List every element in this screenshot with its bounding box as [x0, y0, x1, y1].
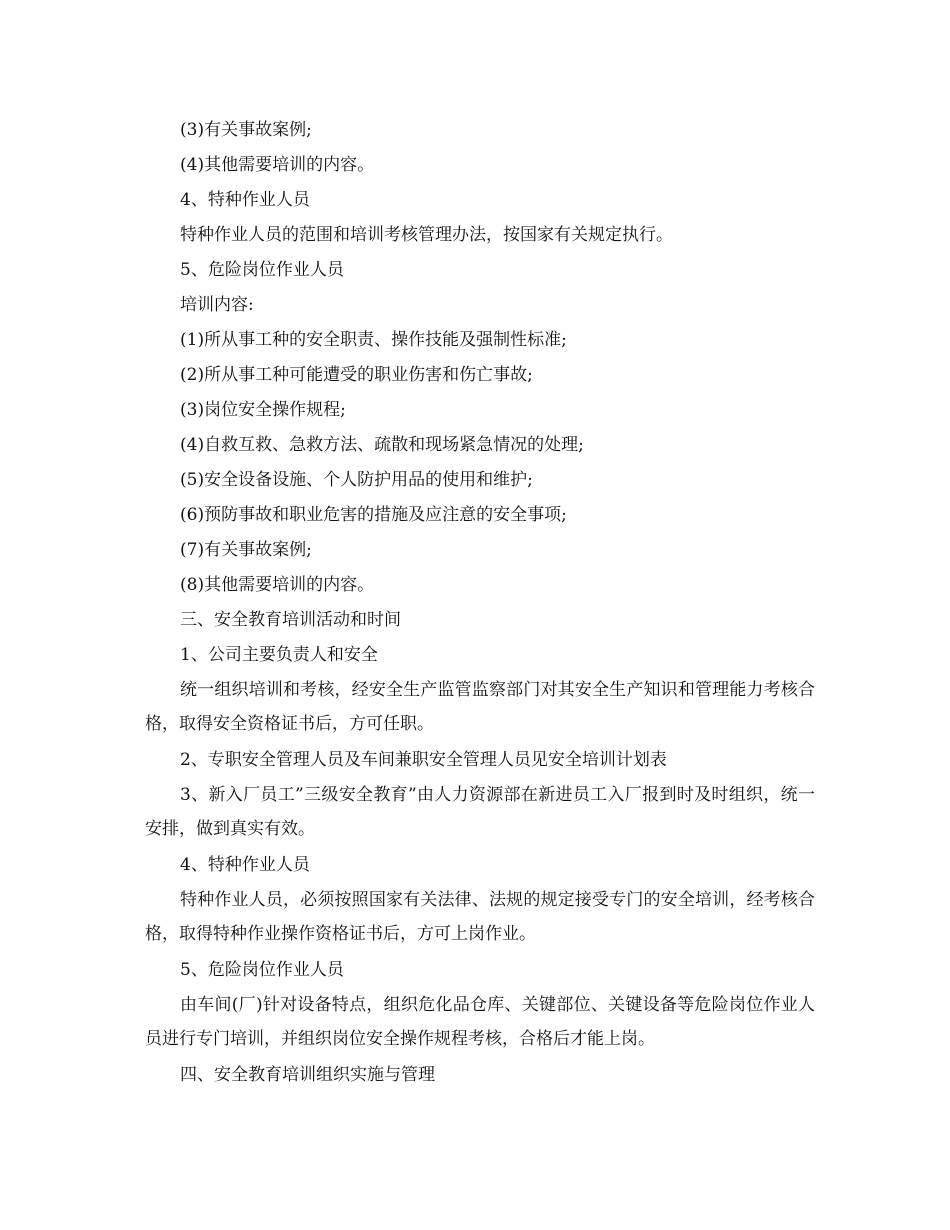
section-heading: 5、危险岗位作业人员	[180, 960, 344, 980]
list-item: (8)其他需要培训的内容。	[180, 575, 375, 595]
paragraph: 特种作业人员的范围和培训考核管理办法，按国家有关规定执行。	[180, 225, 673, 245]
section-heading: 1、公司主要负责人和安全	[180, 645, 378, 665]
paragraph: 2、专职安全管理人员及车间兼职安全管理人员见安全培训计划表	[180, 750, 667, 770]
list-item: (4)自救互救、急救方法、疏散和现场紧急情况的处理;	[180, 435, 584, 455]
section-heading: 4、特种作业人员	[180, 190, 310, 210]
section-heading: 5、危险岗位作业人员	[180, 260, 344, 280]
section-heading: 三、安全教育培训活动和时间	[180, 610, 401, 630]
section-heading: 4、特种作业人员	[180, 855, 310, 875]
section-heading: 四、安全教育培训组织实施与管理	[180, 1065, 435, 1085]
paragraph: 培训内容:	[180, 295, 254, 315]
paragraph: (3)有关事故案例;	[180, 120, 312, 140]
paragraph: 由车间(厂)针对设备特点，组织危化品仓库、关键部位、关键设备等危险岗位作业人员进行专门培训，并组织岗位安全操作规程考核，合格后才能上岗。	[145, 995, 815, 1049]
list-item: (6)预防事故和职业危害的措施及应注意的安全事项;	[180, 505, 567, 525]
list-item: (5)安全设备设施、个人防护用品的使用和维护;	[180, 470, 533, 490]
paragraph: 统一组织培训和考核，经安全生产监管监察部门对其安全生产知识和管理能力考核合格，取得安全资格证书后，方可任职。	[145, 680, 815, 734]
paragraph: 3、新入厂员工”三级安全教育”由人力资源部在新进员工入厂报到时及时组织，统一安排，做到真实有效。	[145, 785, 815, 839]
paragraph: 特种作业人员，必须按照国家有关法律、法规的规定接受专门的安全培训，经考核合格，取得特种作业操作资格证书后，方可上岗作业。	[145, 890, 815, 944]
list-item: (7)有关事故案例;	[180, 540, 312, 560]
list-item: (3)岗位安全操作规程;	[180, 400, 346, 420]
list-item: (2)所从事工种可能遭受的职业伤害和伤亡事故;	[180, 365, 533, 385]
list-item: (1)所从事工种的安全职责、操作技能及强制性标准;	[180, 330, 567, 350]
paragraph: (4)其他需要培训的内容。	[180, 155, 375, 175]
